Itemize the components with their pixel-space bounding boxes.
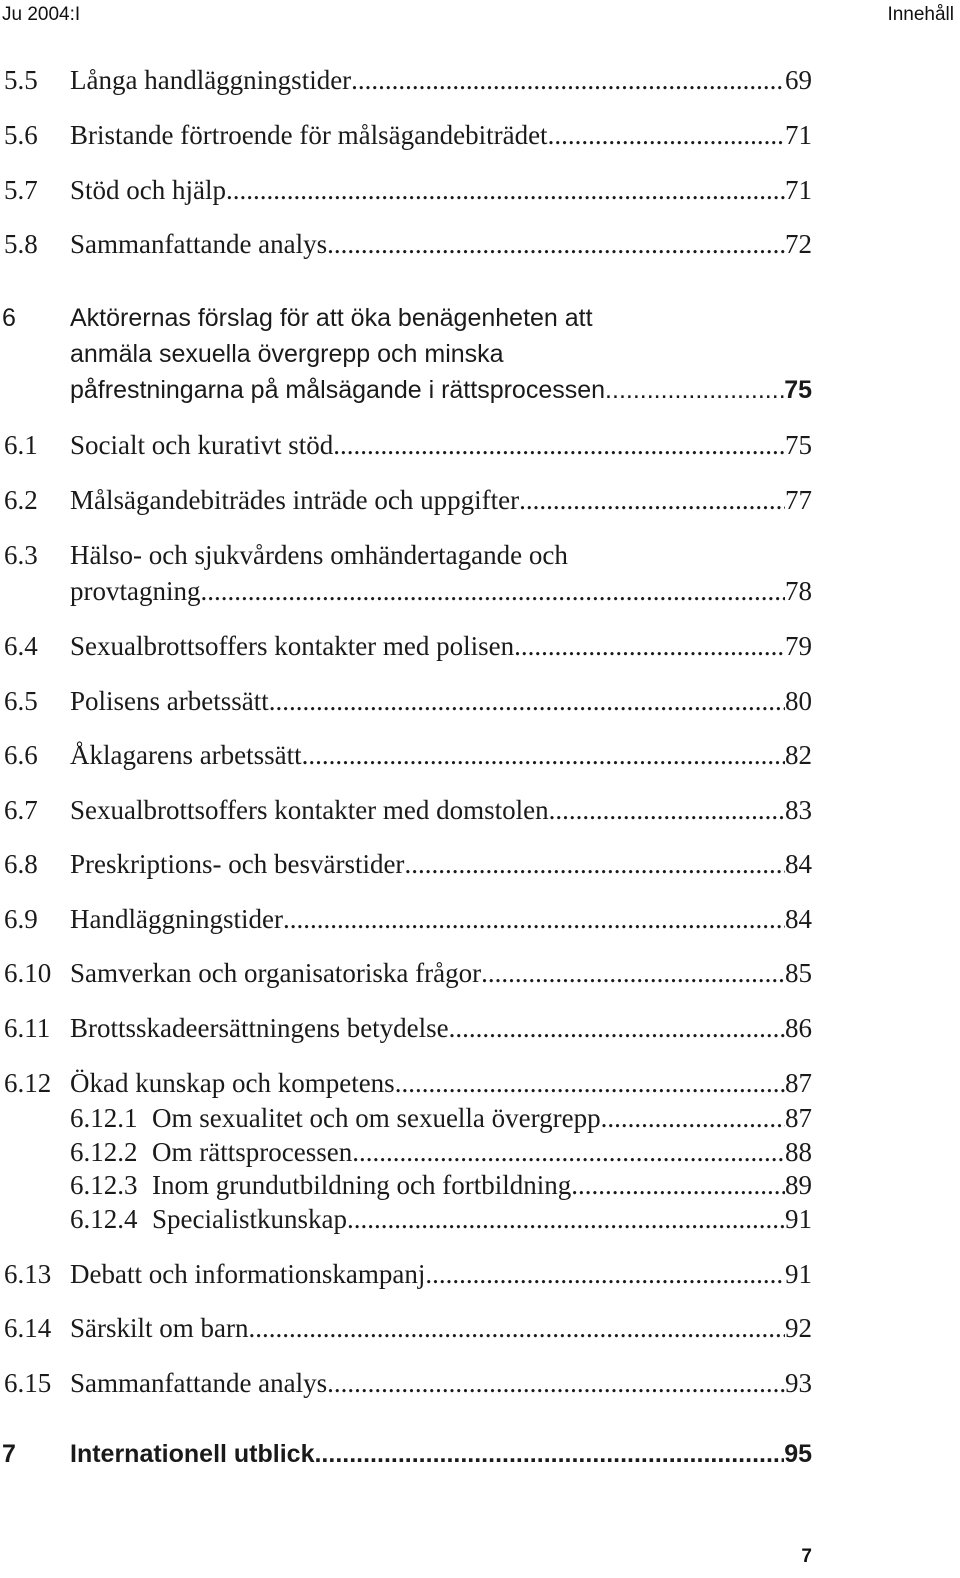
toc-entry-title-line: Preskriptions- och besvärstider: [70, 849, 405, 879]
toc-entry-page: 83: [785, 795, 812, 825]
toc-entry-title-line: påfrestningarna på målsägande i rättsprocessen: [70, 376, 606, 404]
toc-entry-title-line: anmäla sexuella övergrepp och minska: [70, 340, 504, 368]
toc-entry-last-line: [152, 1202, 812, 1236]
dot-leader: [327, 1365, 785, 1401]
toc-entry-number: 5.6: [4, 120, 38, 150]
toc-entry-number: 6.12: [4, 1068, 52, 1098]
toc-entry-title-line: Hälso- och sjukvårdens omhändertagande och: [70, 540, 568, 570]
toc-entry-number: 6.4: [4, 631, 38, 661]
toc-entry-page: 91: [785, 1259, 812, 1289]
toc-entry-last-line: [70, 846, 812, 882]
toc-entry-last-line: [152, 1135, 812, 1169]
dot-leader: [425, 1256, 785, 1292]
toc-entry-title: [70, 737, 812, 773]
toc-entry-title-line: Om rättsprocessen: [152, 1137, 353, 1167]
toc-entry-page: 72: [785, 229, 812, 259]
toc-entry-title-line: Målsägandebiträdes inträde och uppgifter: [70, 485, 520, 515]
toc-entry-page: 84: [785, 904, 812, 934]
toc-entry-last-line: [70, 1365, 812, 1401]
toc-entry-page: 71: [785, 120, 812, 150]
toc-entry-title: [70, 1065, 812, 1101]
toc-entry-number: 6.1: [4, 430, 38, 460]
toc-entry-title: [70, 901, 812, 937]
toc-entry-last-line: [70, 1436, 812, 1472]
toc-entry-number: 6.8: [4, 849, 38, 879]
dot-leader: [351, 62, 785, 98]
dot-leader: [352, 1135, 785, 1169]
toc-entry-last-line: [70, 172, 812, 208]
dot-leader: [605, 372, 784, 408]
toc-entry-title: [70, 1365, 812, 1401]
toc-entry-number: 6.14: [4, 1313, 52, 1343]
dot-leader: [571, 1168, 785, 1202]
dot-leader: [226, 172, 785, 208]
dot-leader: [601, 1101, 785, 1135]
toc-entry-number: 6.12.1: [70, 1103, 138, 1133]
toc-entry-number: 5.8: [4, 229, 38, 259]
toc-entry-title-line: Stöd och hjälp: [70, 175, 226, 205]
toc-entry-title-line: Sexualbrottsoffers kontakter med polisen: [70, 631, 515, 661]
toc-entry-last-line: [70, 62, 812, 98]
toc-entry-title-line: Aktörernas förslag för att öka benägenheten att: [70, 304, 593, 332]
toc-entry-page: 80: [785, 686, 812, 716]
toc-entry-title: [152, 1202, 812, 1236]
toc-entry-title-line: Sammanfattande analys: [70, 1368, 328, 1398]
toc-entry-page: 93: [785, 1368, 812, 1398]
dot-leader: [200, 573, 785, 609]
toc-entry-page: 69: [785, 65, 812, 95]
toc-entry-title-line: Debatt och informationskampanj: [70, 1259, 426, 1289]
toc-entry-number: 5.7: [4, 175, 38, 205]
running-header-right: Innehåll: [887, 4, 954, 25]
toc-entry-title: [70, 62, 812, 98]
toc-entry-title: [70, 300, 812, 408]
dot-leader: [395, 1065, 785, 1101]
toc-entry-last-line: [70, 955, 812, 991]
toc-entry-title: [70, 683, 812, 719]
toc-entry-last-line: [70, 1310, 812, 1346]
toc-entry-page: 77: [785, 485, 812, 515]
toc-entry-title: [70, 628, 812, 664]
toc-entry-number: 6.12.2: [70, 1137, 138, 1167]
toc-entry-title: [70, 1436, 812, 1472]
toc-entry-number: 6.13: [4, 1259, 52, 1289]
dot-leader: [248, 1310, 785, 1346]
running-header-left: Ju 2004:I: [2, 4, 81, 25]
toc-entry-page: 89: [785, 1170, 812, 1200]
toc-entry-page: 91: [785, 1204, 812, 1234]
toc-entry-title: [70, 1310, 812, 1346]
dot-leader: [283, 901, 785, 937]
toc-entry-number: 6: [2, 304, 16, 332]
toc-entry-title: [70, 172, 812, 208]
toc-entry-last-line: [70, 117, 812, 153]
toc-entry-last-line: [70, 482, 812, 518]
toc-entry-last-line: [70, 792, 812, 828]
toc-entry-number: 6.7: [4, 795, 38, 825]
dot-leader: [333, 427, 785, 463]
toc-entry-number: 6.6: [4, 740, 38, 770]
toc-entry-title-line: provtagning: [70, 576, 201, 606]
dot-leader: [549, 792, 785, 828]
toc-entry-number: 6.9: [4, 904, 38, 934]
toc-entry-last-line: [70, 226, 812, 262]
dot-leader: [327, 226, 785, 262]
toc-entry-last-line: [70, 1256, 812, 1292]
dot-leader: [481, 955, 785, 991]
toc-entry-last-line: [70, 372, 812, 408]
dot-leader: [347, 1202, 785, 1236]
toc-entry-title-line: Inom grundutbildning och fortbildning: [152, 1170, 572, 1200]
toc-entry-title-line: Bristande förtroende för målsägandebiträdet: [70, 120, 548, 150]
dot-leader: [269, 683, 785, 719]
toc-entry-title: [70, 1010, 812, 1046]
toc-entry-title-line: Socialt och kurativt stöd: [70, 430, 334, 460]
toc-entry-number: 6.2: [4, 485, 38, 515]
toc-entry-page: 88: [785, 1137, 812, 1167]
toc-entry-title: [70, 792, 812, 828]
toc-entry-title-line: Brottsskadeersättningens betydelse: [70, 1013, 449, 1043]
toc-entry-number: 6.11: [4, 1013, 51, 1043]
toc-entry-title-line: Sammanfattande analys: [70, 229, 328, 259]
toc-entry-title: [70, 1256, 812, 1292]
toc-entry-number: 5.5: [4, 65, 38, 95]
page-number: 7: [801, 1546, 812, 1567]
toc-entry-number: 6.12.4: [70, 1204, 138, 1234]
toc-entry-title: [70, 482, 812, 518]
toc-entry-page: 95: [784, 1440, 812, 1468]
toc-entry-number: 6.3: [4, 540, 38, 570]
toc-entry-last-line: [70, 901, 812, 937]
toc-entry-title: [70, 226, 812, 262]
dot-leader: [449, 1010, 785, 1046]
toc-entry-last-line: [70, 683, 812, 719]
toc-entry-page: 79: [785, 631, 812, 661]
dot-leader: [519, 482, 785, 518]
toc-entry-number: 6.5: [4, 686, 38, 716]
toc-entry-title: [70, 427, 812, 463]
toc-entry-title: [152, 1101, 812, 1135]
toc-entry-title-line: Handläggningstider: [70, 904, 283, 934]
toc-entry-title: [70, 955, 812, 991]
dot-leader: [514, 628, 785, 664]
toc-entry-page: 82: [785, 740, 812, 770]
dot-leader: [302, 737, 785, 773]
toc-entry-last-line: [70, 1010, 812, 1046]
toc-entry-title-line: Ökad kunskap och kompetens: [70, 1068, 395, 1098]
toc-entry-title-line: Samverkan och organisatoriska frågor: [70, 958, 482, 988]
toc-entry-title-line: Långa handläggningstider: [70, 65, 352, 95]
toc-entry-title-line: Särskilt om barn: [70, 1313, 249, 1343]
toc-entry-last-line: [152, 1101, 812, 1135]
toc-entry-title-line: Polisens arbetssätt: [70, 686, 269, 716]
toc-entry-page: 87: [785, 1068, 812, 1098]
toc-entry-number: 6.10: [4, 958, 52, 988]
toc-entry-page: 84: [785, 849, 812, 879]
dot-leader: [404, 846, 785, 882]
toc-entry-last-line: [70, 573, 812, 609]
toc-entry-last-line: [70, 628, 812, 664]
toc-entry-last-line: [70, 1065, 812, 1101]
dot-leader: [314, 1436, 784, 1472]
toc-entry-title-line: Om sexualitet och om sexuella övergrepp: [152, 1103, 601, 1133]
dot-leader: [548, 117, 785, 153]
toc-entry-title: [152, 1135, 812, 1169]
toc-entry-title: [70, 846, 812, 882]
toc-entry-title-line: Åklagarens arbetssätt: [70, 740, 302, 770]
toc-entry-number: 6.15: [4, 1368, 52, 1398]
toc-entry-title: [70, 117, 812, 153]
toc-entry-page: 87: [785, 1103, 812, 1133]
toc-entry-number: 7: [2, 1440, 16, 1468]
toc-entry-title-line: Internationell utblick: [70, 1440, 315, 1468]
toc-entry-page: 71: [785, 175, 812, 205]
toc-entry-page: 92: [785, 1313, 812, 1343]
toc-entry-page: 75: [784, 376, 812, 404]
toc-entry-title-line: Sexualbrottsoffers kontakter med domstolen: [70, 795, 549, 825]
toc-entry-page: 85: [785, 958, 812, 988]
toc-entry-page: 75: [785, 430, 812, 460]
toc-entry-last-line: [70, 427, 812, 463]
toc-entry-title: [152, 1168, 812, 1202]
toc-entry-number: 6.12.3: [70, 1170, 138, 1200]
toc-entry-title: [70, 537, 812, 609]
toc-entry-page: 78: [785, 576, 812, 606]
toc-entry-last-line: [70, 737, 812, 773]
toc-entry-title-line: Specialistkunskap: [152, 1204, 347, 1234]
toc-entry-last-line: [152, 1168, 812, 1202]
toc-entry-page: 86: [785, 1013, 812, 1043]
